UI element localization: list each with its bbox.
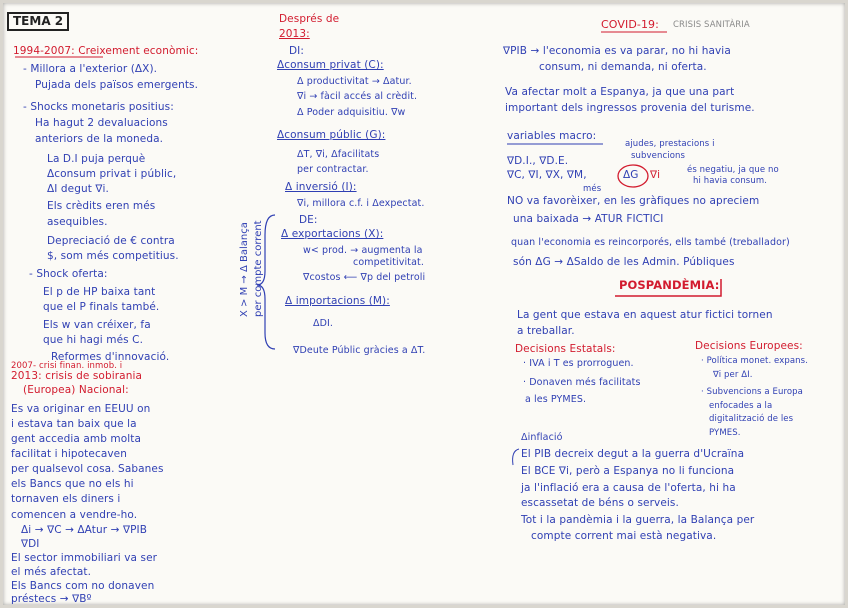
note-line: Els crèdits eren més <box>47 200 156 212</box>
note-line: $, som més competitius. <box>47 250 179 262</box>
note-line: - Shocks monetaris positius: <box>23 101 174 113</box>
note-line: La gent que estava en aquest atur fictici tornen <box>517 309 773 321</box>
period-title: 1994-2007: Creixement econòmic: <box>13 45 199 57</box>
section-heading: Decisions Estatals: <box>515 343 616 355</box>
note-line: DI: <box>289 45 305 57</box>
note-line: Depreciació de € contra <box>47 235 175 247</box>
pos-title: POSPANDÈMIA: <box>619 278 720 292</box>
crisis-heading: (Europea) Nacional: <box>23 384 129 396</box>
note-line: és negatiu, ja que no <box>687 165 779 175</box>
vertical-note: X > M → Δ Balança <box>239 222 250 317</box>
note-line: Δi → ∇C → ΔAtur → ∇PIB <box>21 524 148 536</box>
note-line: Es va originar en EEUU on <box>11 403 151 415</box>
section-heading: Δ importacions (M): <box>285 295 390 307</box>
note-line: per qualsevol cosa. Sabanes <box>11 463 164 475</box>
notes-sheet <box>3 3 845 605</box>
note-line: Δ productivitat → Δatur. <box>297 76 412 87</box>
note-line: Tot i la pandèmia i la guerra, la Balança per <box>521 514 755 526</box>
section-heading: variables macro: <box>507 130 597 142</box>
section-heading: Δconsum públic (G): <box>277 129 386 141</box>
tema-title: TEMA 2 <box>7 12 69 31</box>
note-line: compte corrent mai està negativa. <box>531 530 717 542</box>
section-heading: Δ exportacions (X): <box>281 228 384 240</box>
note-line: Pujada dels països emergents. <box>35 79 199 91</box>
note-line: ΔG <box>623 169 639 181</box>
note-line: El BCE ∇i, però a Espanya no li funciona <box>521 465 735 477</box>
note-line: La D.I puja perquè <box>47 153 146 165</box>
note-line: Va afectar molt a Espanya, ja que una part <box>505 86 735 98</box>
note-line: competitivitat. <box>353 257 424 268</box>
note-line: per contractar. <box>297 164 369 175</box>
note-line: ∇D.I., ∇D.E. <box>507 155 569 167</box>
note-line: ΔDI. <box>313 318 334 329</box>
note-line: Els w van créixer, fa <box>43 319 151 331</box>
col2-title: 2013: <box>279 28 310 40</box>
crisis-heading: 2013: crisis de sobirania <box>11 370 142 382</box>
note-line: ∇Deute Públic gràcies a ΔT. <box>293 345 426 356</box>
note-line: w< prod. → augmenta la <box>303 245 423 256</box>
note-line: préstecs → ∇Bº <box>11 593 92 605</box>
note-line: Ha hagut 2 devaluacions <box>35 117 168 129</box>
note-line: ∇i <box>650 169 661 181</box>
note-line: asequibles. <box>47 216 108 228</box>
note-line: més <box>583 184 602 194</box>
note-line: ∇C, ∇I, ∇X, ∇M, <box>507 169 587 181</box>
note-line: quan l'economia es reincorporés, ells també (treballador) <box>511 237 790 248</box>
crisis-heading: 2007- crisi finan. inmob. i <box>11 361 123 371</box>
note-line: El p de HP baixa tant <box>43 286 156 298</box>
note-line: una baixada → ATUR FICTICI <box>513 213 664 225</box>
note-line: Δconsum privat i públic, <box>47 168 177 180</box>
note-line: digitalització de les <box>709 414 794 424</box>
note-line: Δ Poder adquisitiu. ∇w <box>297 107 406 118</box>
note-line: ΔT, ∇i, Δfacilitats <box>297 149 380 160</box>
covid-subtitle: CRISIS SANITÀRIA <box>673 20 750 30</box>
note-line: PYMES. <box>709 428 741 438</box>
note-line: gent accedia amb molta <box>11 433 142 445</box>
note-line: El sector immobiliari va ser <box>11 552 158 564</box>
note-line: consum, ni demanda, ni oferta. <box>539 61 707 73</box>
note-line: anteriors de la moneda. <box>35 133 164 145</box>
note-line: ja l'inflació era a causa de l'oferta, hi ha <box>521 482 736 494</box>
vertical-note: per compte corrent <box>253 220 264 317</box>
note-line: ∇PIB → l'economia es va parar, no hi havia <box>503 45 731 57</box>
section-heading: Δ inversió (I): <box>285 181 357 193</box>
note-line: NO va favorèixer, en les gràfiques no apreciem <box>507 195 760 207</box>
note-line: ΔI degut ∇i. <box>47 183 109 195</box>
note-line: · Donaven més facilitats <box>523 377 641 388</box>
note-line: tornaven els diners i <box>11 493 121 505</box>
note-line: hi havia consum. <box>693 176 768 186</box>
note-line: Δinflació <box>521 432 563 443</box>
note-line: són ΔG → ΔSaldo de les Admin. Públiques <box>513 256 735 268</box>
note-line: DE: <box>299 214 318 226</box>
note-line: ∇i per ΔI. <box>713 370 753 380</box>
note-line: important dels ingressos provenia del turisme. <box>505 102 755 114</box>
note-line: · Subvencions a Europa <box>701 387 803 397</box>
note-line: facilitat i hipotecaven <box>11 448 127 460</box>
section-heading: Decisions Europees: <box>695 340 803 352</box>
col2-title: Després de <box>279 13 340 25</box>
note-line: el més afectat. <box>11 566 92 578</box>
note-line: escassetat de béns o serveis. <box>521 497 679 509</box>
note-line: ∇DI <box>21 538 40 550</box>
note-line: Reformes d'innovació. <box>51 351 170 363</box>
section-heading: Δconsum privat (C): <box>277 59 384 71</box>
note-line: Els Bancs com no donaven <box>11 580 155 592</box>
note-line: - Millora a l'exterior (ΔX). <box>23 63 158 75</box>
note-line: - Shock oferta: <box>29 268 108 280</box>
note-line: els Bancs que no els hi <box>11 478 134 490</box>
note-line: comencen a vendre-ho. <box>11 509 138 521</box>
note-line: ∇i, millora c.f. i Δexpectat. <box>297 198 425 209</box>
note-line: enfocades a la <box>709 401 773 411</box>
note-line: a treballar. <box>517 325 575 337</box>
note-line: ajudes, prestacions i <box>625 139 715 149</box>
note-line: que hi hagi més C. <box>43 334 144 346</box>
note-line: · IVA i T es prorroguen. <box>523 358 634 369</box>
note-line: El PIB decreix degut a la guerra d'Ucraïna <box>521 448 745 460</box>
note-line: ∇i → fàcil accés al crèdit. <box>297 91 418 102</box>
note-line: a les PYMES. <box>525 394 587 405</box>
covid-title: COVID-19: <box>601 18 659 31</box>
note-line: subvencions <box>631 151 686 161</box>
note-line: ∇costos ⟵ ∇p del petroli <box>303 272 426 283</box>
note-line: i estava tan baix que la <box>11 418 137 430</box>
note-line: que el P finals també. <box>43 301 160 313</box>
note-line: · Política monet. expans. <box>701 356 808 366</box>
